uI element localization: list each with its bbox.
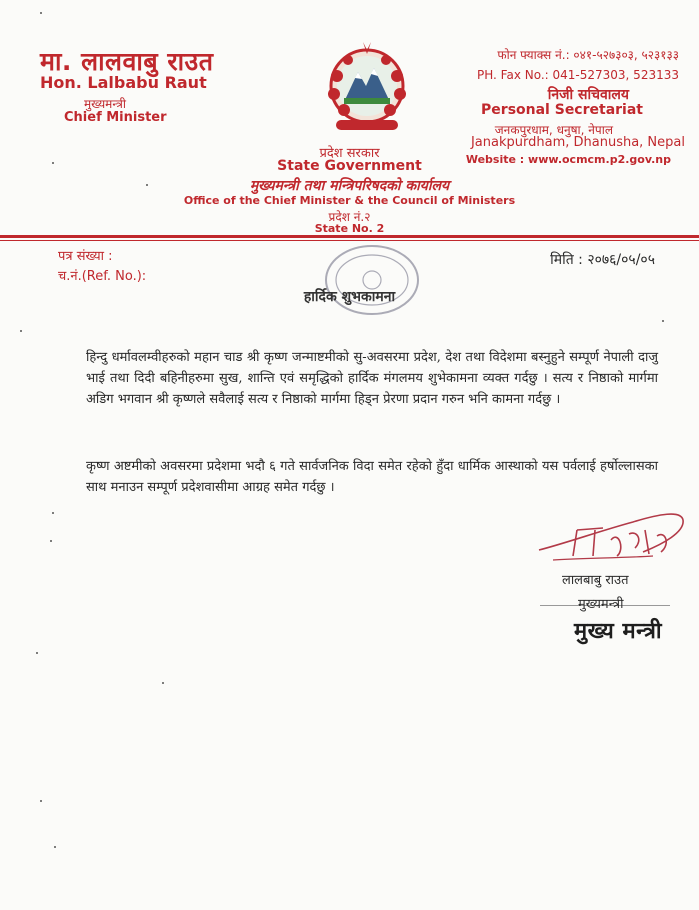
secretariat-en: Personal Secretariat xyxy=(481,102,643,118)
scan-speck xyxy=(662,320,664,322)
scan-speck xyxy=(20,330,22,332)
secretariat-np: निजी सचिवालय xyxy=(547,87,629,103)
scan-speck xyxy=(146,184,148,186)
signatory-name: लालबाबु राउत xyxy=(562,573,629,588)
office-name-en: Office of the Chief Minister & the Council of Ministers xyxy=(183,194,516,207)
body-paragraph-2: कृष्ण अष्टमीको अवसरमा प्रदेशमा भदौ ६ गते सार्वजनिक विदा समेत रहेको हुँदा धार्मिक आस्थाको यस पर्वलाई हर्षोल्लासका साथ मनाउन सम्पूर्ण प्रदेशवासीमा आग्रह समेत गर्दछु । xyxy=(86,459,658,495)
state-number-np: प्रदेश नं.२ xyxy=(328,210,371,224)
scan-speck xyxy=(162,682,164,684)
nepal-emblem-icon xyxy=(322,38,412,136)
handwritten-signature xyxy=(533,500,689,572)
scan-speck xyxy=(40,12,42,14)
scan-speck xyxy=(50,540,52,542)
office-stamp-icon xyxy=(322,240,422,320)
minister-name-en: Hon. Lalbabu Raut xyxy=(40,73,207,92)
minister-name-np: मा. लालवाबु राउत xyxy=(40,47,214,76)
state-government-np: प्रदेश सरकार xyxy=(319,146,380,161)
scan-speck xyxy=(36,652,38,654)
letter-number-label: पत्र संख्या : xyxy=(58,249,113,264)
scan-speck xyxy=(52,162,54,164)
signatory-title: मुख्यमन्त्री xyxy=(578,597,624,612)
body-paragraph-1: हिन्दु धर्मावलम्वीहरुको महान चाड श्री कृष्ण जन्माष्टमीको सु-अवसरमा प्रदेश, देश तथा विदेशमा बस्नुहुने सम्पूर्ण नेपाली दाजु भाई तथा दिदी बहिनीहरुमा सुख, शान्ति एवं समृद्धिको हार्दिक मंगलमय शुभेकामना व्यक्त गर्दछु । सत्य र निष्ठाको मार्गमा अडिग भगवान श्री कृष्णले सवैलाई सत्य र निष्ठाको मार्गमा हिड्न प्रेरणा प्रदान गरुन भनि कामना गर्दछु । xyxy=(86,350,658,407)
chief-minister-stamp: मुख्य मन्त्री xyxy=(574,619,663,644)
minister-title-np: मुख्यमन्त्री xyxy=(84,97,126,111)
state-number-en: State No. 2 xyxy=(314,222,385,235)
minister-title-en: Chief Minister xyxy=(64,110,167,125)
scan-speck xyxy=(52,512,54,514)
reference-number-label: च.नं.(Ref. No.): xyxy=(58,269,147,284)
scan-speck xyxy=(54,846,56,848)
letter-subject: हार्दिक शुभकामना xyxy=(303,289,396,305)
scan-speck xyxy=(40,800,42,802)
state-government-en: State Government xyxy=(277,158,422,174)
phone-np: फोन फ्याक्स नं.: ०४१-५२७३०३, ५२३१३३ xyxy=(497,48,679,62)
address-np: जनकपुरधाम, धनुषा, नेपाल xyxy=(494,123,613,137)
office-name-np: मुख्यमन्त्री तथा मन्त्रिपरिषदको कार्यालय xyxy=(249,178,450,194)
phone-en: PH. Fax No.: 041-527303, 523133 xyxy=(476,68,679,82)
header-divider xyxy=(0,235,699,238)
website: Website : www.ocmcm.p2.gov.np xyxy=(465,153,671,166)
address-en: Janakpurdham, Dhanusha, Nepal xyxy=(470,135,685,150)
letter-date: मिति : २०७६/०५/०५ xyxy=(550,252,655,268)
